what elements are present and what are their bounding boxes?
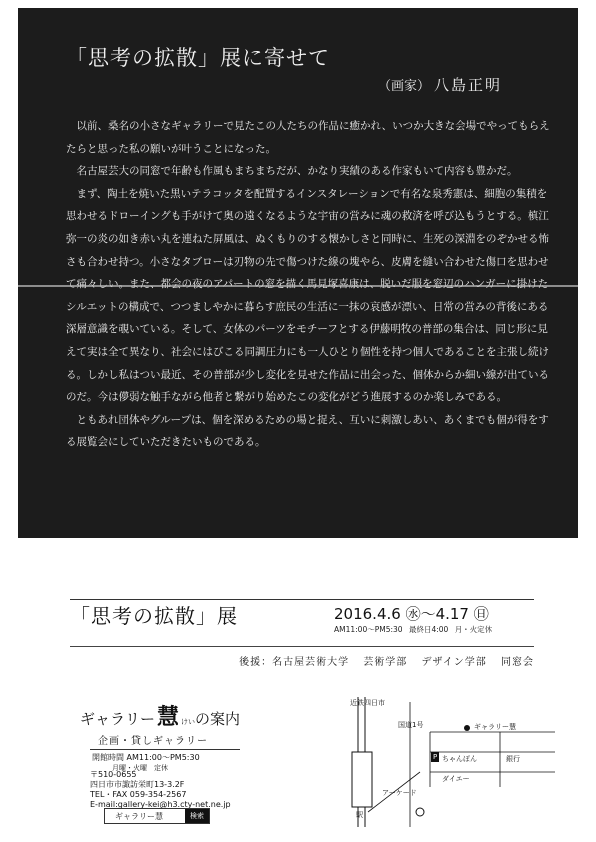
map-label-parking: P bbox=[433, 753, 438, 761]
author-name: 八島正明 bbox=[434, 76, 503, 94]
last-day-text: 最終日4:00 bbox=[408, 625, 449, 634]
address-line: TEL・FAX 059-354-2567 bbox=[90, 790, 187, 799]
search-button[interactable]: 検索 bbox=[185, 809, 209, 823]
gallery-hours-value: AM11:00～PM5:30 bbox=[126, 753, 200, 762]
essay-paragraph: まず、陶土を焼いた黒いテラコッタを配置するインスタレーションで有名な泉秀憲は、細胞の集積を思わせるドローイングも手がけて奥の遠くなるような宇宙の営みに魂の救済を呼び込もうとする。槙江弥一の炎の如き赤い丸を連ねた屏風は、ぬくもりのする懐かしさと同時に、生死の深淵をのぞかせる怖さも合わせ持つ。小さなタブローは刃物の先で傷つけた線の塊やら、皮膚を縫い合わせた傷口を思わせ シルエットの構成で、つつましやかに暮らす庶民の生活に一抹の哀感が漂い、日常の営みの背後にある深層意識を覗いている。そして、女体のパーツをモチーフとする伊藤明牧の普部の集合は、同じ形に見えて実は全て異なり、社会にはびこる同調圧力にも一人ひとり個性を持つ個人であることを主張し続ける。しかし私はつい最近、その普部が少し変化を見せた作品に出会った、個体からか細い線が出ているのだ。今は儚弱な触手ながら他者と繋がり始めたこの変化がどう進展するのか楽しみである。 bbox=[66, 187, 549, 404]
map-label-station-mark: 駅 bbox=[356, 811, 363, 819]
map-label-bank: 銀行 bbox=[506, 755, 520, 763]
essay-paragraph: 名古屋芸大の同窓で年齢も作風もまちまちだが、かなり実績のある作家もいて内容も豊かだ。 bbox=[76, 165, 518, 178]
support-item: 後援：名古屋芸術大学 bbox=[239, 657, 350, 668]
map-label-gallery: ギャラリー慧 bbox=[474, 723, 516, 731]
map-label-shop: ちゃんぽん bbox=[442, 755, 477, 763]
gallery-hours bbox=[90, 752, 240, 763]
address-line: 〒510-0655 bbox=[90, 770, 137, 779]
essay-paragraph: ともあれ団体やグループは、個を深めるための場と捉え、互いに刺激しあい、あくまでも個が得をする展覧会にしていただきたいものである。 bbox=[66, 413, 549, 449]
map-label-route: 国道1号 bbox=[398, 721, 424, 729]
exhibition-title: 「思考の拡散」展 bbox=[70, 604, 238, 628]
gallery-subtitle: 企画・貸しギャラリー bbox=[90, 732, 240, 750]
essay-title: 「思考の拡散」展に寄せて bbox=[66, 46, 330, 70]
search-box[interactable] bbox=[104, 808, 210, 824]
support-item: デザイン学部 bbox=[421, 657, 487, 668]
gallery-kanji-reading: けい bbox=[181, 718, 196, 726]
support-item: 芸術学部 bbox=[363, 657, 408, 668]
closed-text: 月・火定休 bbox=[454, 625, 493, 634]
map-label-station: 近鉄四日市 bbox=[350, 699, 385, 707]
email-line[interactable]: E-mail:gallery-kei@h3.cty-net.ne.jp bbox=[90, 800, 231, 809]
author-role: （画家） bbox=[378, 79, 431, 94]
gallery-hours-label: 開館時間 bbox=[92, 753, 124, 762]
support-item: 同窓会 bbox=[501, 657, 534, 668]
gallery-prefix: ギャラリー bbox=[80, 710, 156, 728]
access-map bbox=[330, 692, 560, 832]
essay-author bbox=[378, 74, 502, 95]
gallery-suffix: の案内 bbox=[195, 710, 241, 728]
essay-paragraph: 以前、桑名の小さなギャラリーで見たこの人たちの作品に癒かれ、いつか大きな会場でやってもらえたらと思った私の願いが叶うことになった。 bbox=[66, 120, 550, 155]
hours-text: AM11:00～PM5:30 bbox=[334, 625, 403, 634]
gallery-heading bbox=[80, 700, 240, 731]
exhibition-hours bbox=[334, 624, 496, 635]
gallery-info bbox=[90, 732, 240, 773]
search-query[interactable]: ギャラリー慧 bbox=[115, 812, 163, 821]
address-line: 四日市市諏訪栄町13-3.2F bbox=[90, 780, 185, 789]
gallery-address bbox=[90, 770, 231, 810]
gallery-closed: 月曜・火曜 定休 bbox=[112, 764, 168, 772]
map-label-store: ダイエー bbox=[442, 775, 470, 783]
essay-panel bbox=[18, 8, 578, 538]
map-label-arcade: アーケード bbox=[382, 789, 417, 797]
exhibition-dates: 2016.4.6 ㊌～4.17 ㊐ bbox=[334, 605, 489, 623]
gallery-kanji: 慧 bbox=[157, 705, 180, 730]
support-line bbox=[70, 646, 534, 668]
scan-line bbox=[18, 285, 578, 287]
